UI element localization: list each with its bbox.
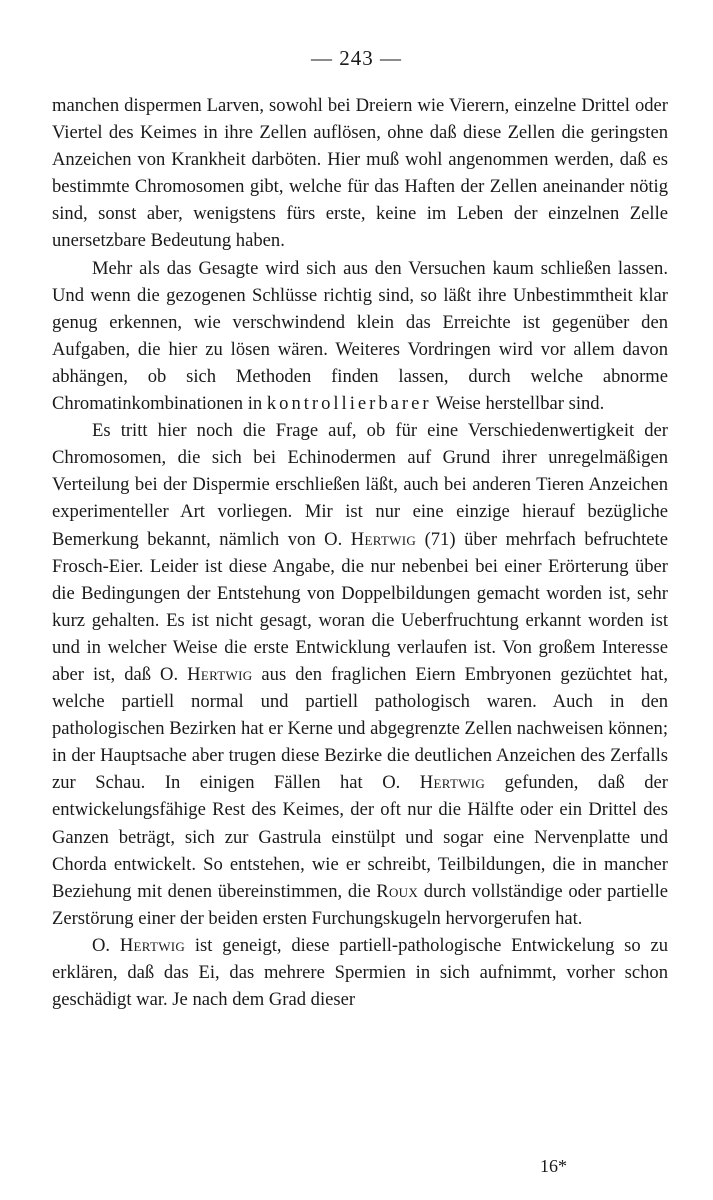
paragraph xyxy=(52,417,668,932)
author-name: Hertwig xyxy=(419,772,486,794)
text-segment: (71) über mehrfach befruchtete Frosch-Eier. Leider ist diese Angabe, die nur nebenbei bei einer Erörterung über die Bedingungen der Entstehung von Doppelbildungen gemacht worden ist, sehr kurz gehalten. Es ist nicht gesagt, woran die Ueberfruchtung erkannt worden ist und in welcher Weise die erste Entwicklung verlaufen ist. Von großem Interesse aber ist, daß O. xyxy=(52,528,668,685)
text-segment: ist geneigt, diese partiell-pathologische Entwickelung so zu erklären, daß das Ei, das mehrere Spermien in sich aufnimmt, vorher schon geschädigt war. Je nach dem Grad dieser xyxy=(52,934,668,1011)
author-name: Hertwig xyxy=(119,934,186,956)
text-segment: Mehr als das Gesagte wird sich aus den Versuchen kaum schließen lassen. Und wenn die gezogenen Schlüsse richtig sind, so läßt ihre Unbestimmtheit klar genug erkennen, wie verschwindend klein das Erreichte ist gegenüber den Aufgaben, die hier zu lösen wären. Weiteres Vordringen wird vor allem davon abhängen, ob sich Methoden finden lassen, durch welche abnorme Chromatinkombinationen in xyxy=(52,257,668,415)
spaced-emphasis: kontrollierbarer xyxy=(266,393,432,415)
text-segment: gefunden, daß der entwickelungsfähige Rest des Keimes, der oft nur die Hälfte oder ein Drittel des Ganzen beträgt, sich zur Gastrula einstülpt und sogar eine Nervenplatte und Chorda entwickelt. So entstehen, wie er schreibt, Teilbildungen, die in mancher Beziehung mit denen übereinstimmen, die xyxy=(52,772,668,902)
text-segment: durch vollständige oder partielle Zerstörung einer der beiden ersten Furchungskugeln hervorgerufen hat. xyxy=(52,880,668,929)
page-number: — 243 — xyxy=(311,46,402,70)
author-name: Roux xyxy=(376,880,419,902)
text-segment: aus den fraglichen Eiern Embryonen gezüchtet hat, welche partiell normal und partiell pathologisch waren. Auch in den pathologischen Bezirken hat er Kerne und abgegrenzte Zellen nachweisen können; in der Hauptsache aber trugen diese Bezirke die deutlichen Anzeichen des Zerfalls zur Schau. In einigen Fällen hat O. xyxy=(52,663,668,794)
signature-mark: 16* xyxy=(540,1156,567,1176)
paragraph xyxy=(52,92,668,255)
paragraph xyxy=(52,932,668,1013)
author-name: Hertwig xyxy=(350,528,417,550)
body-text xyxy=(52,92,668,1013)
text-segment: manchen dispermen Larven, sowohl bei Dreiern wie Vierern, einzelne Drittel oder Viertel des Keimes in ihre Zellen auflösen, ohne daß diese Zellen die geringsten Anzeichen von Krankheit darböten. Hier muß wohl angenommen werden, daß es bestimmte Chromosomen gibt, welche für das Haften der Zellen aneinander nötig sind, sonst aber, wenigstens fürs erste, keine im Leben der einzelnen Zelle unersetzbare Bedeutung haben. xyxy=(52,95,668,252)
text-segment: O. xyxy=(92,934,120,956)
text-segment: Es tritt hier noch die Frage auf, ob für eine Verschiedenwertigkeit der Chromosomen, die sich bei Echinodermen auf Grund ihrer unregelmäßigen Verteilung bei der Dispermie erschließen läßt, auch bei anderen Tieren Anzeichen experimenteller Art vorliegen. Mir ist nur eine einzige hierauf bezügliche Bemerkung bekannt, nämlich von O. xyxy=(52,420,668,550)
author-name: Hertwig xyxy=(187,663,253,685)
paragraph xyxy=(52,255,668,418)
text-segment: Weise herstellbar sind. xyxy=(431,393,605,415)
